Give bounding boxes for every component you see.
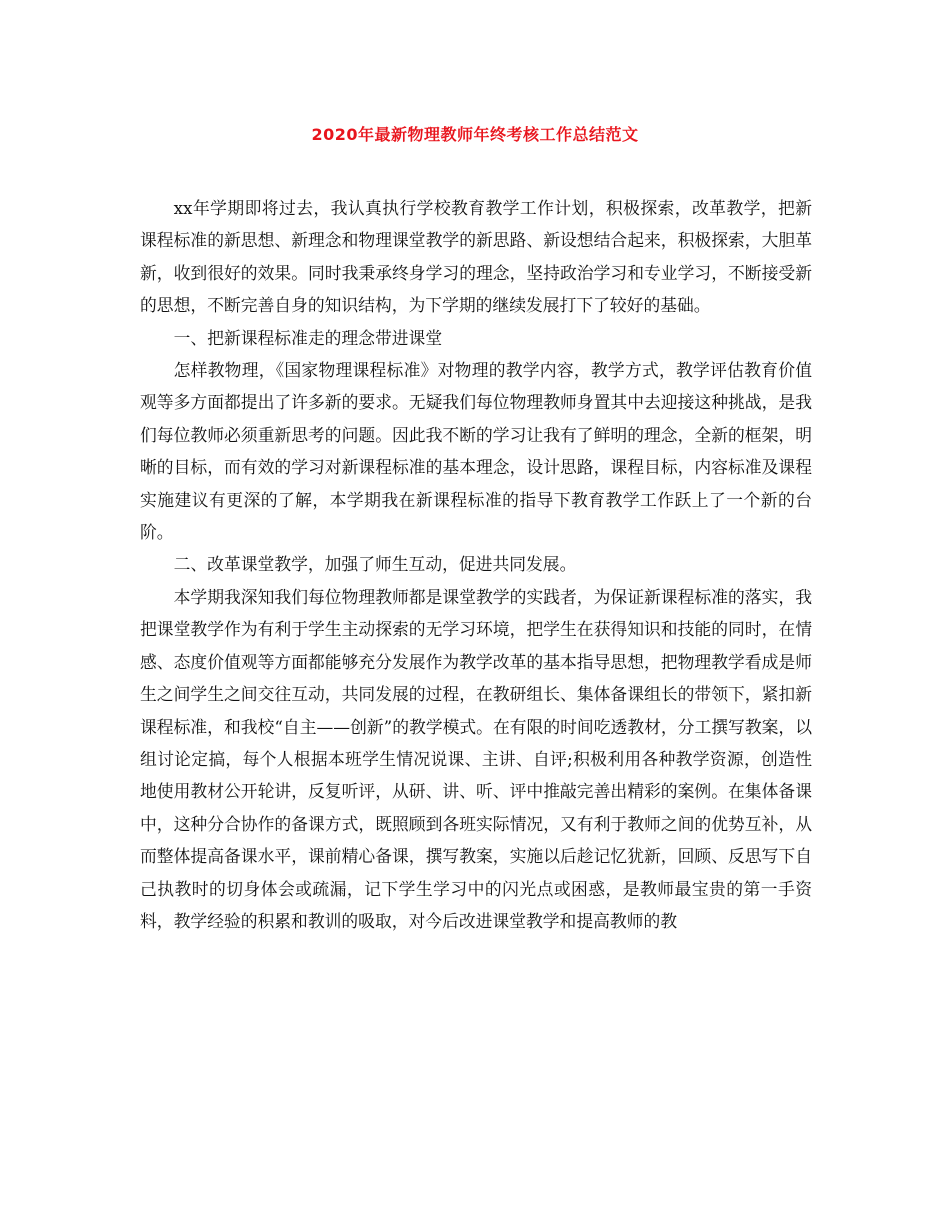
document-title: 2020年最新物理教师年终考核工作总结范文 (311, 125, 639, 144)
paragraph-section-1: 怎样教物理，《国家物理课程标准》对物理的教学内容，教学方式，教学评估教育价值观等多方面都提出了许多新的要求。无疑我们每位物理教师身置其中去迎接这种挑战，是我们每位教师必须重新思考的问题。因此我不断的学习让我有了鲜明的理念，全新的框架，明晰的目标，而有效的学习对新课程标准的基本理念，设计思路，课程目标，内容标准及课程实施建议有更深的了解，本学期我在新课程标准的指导下教育教学工作跃上了一个新的台阶。 (140, 360, 812, 543)
paragraph-intro: xx年学期即将过去，我认真执行学校教育教学工作计划，积极探索，改革教学，把新课程标准的新思想、新理念和物理课堂教学的新思路、新设想结合起来，积极探索，大胆革新，收到很好的效果。同时我秉承终身学习的理念，坚持政治学习和专业学习，不断接受新的思想，不断完善自身的知识结构，为下学期的继续发展打下了较好的基础。 (140, 198, 812, 316)
document-body (140, 192, 812, 937)
paragraph-section-2: 本学期我深知我们每位物理教师都是课堂教学的实践者，为保证新课程标准的落实，我把课堂教学作为有利于学生主动探索的无学习环境，把学生在获得知识和技能的同时，在情感、态度价值观等方面都能够充分发展作为教学改革的基本指导思想，把物理教学看成是师生之间学生之间交往互动，共同发展的过程，在教研组长、集体备课组长的带领下，紧扣新课程标准，和我校“自主——创新”的教学模式。在有限的时间吃透教材，分工撰写教案，以组讨论定搞，每个人根据本班学生情况说课、主讲、自评;积极利用各种教学资源，创造性地使用教材公开轮讲，反复听评，从研、讲、听、评中推敲完善出精彩的案例。在集体备课中，这种分合协作的备课方式，既照顾到各班实际情况，又有利于教师之间的优势互补，从而整体提高备课水平，课前精心备课，撰写教案，实施以后趁记忆犹新，回顾、反思写下自己执教时的切身体会或疏漏，记下学生学习中的闪光点或困惑，是教师最宝贵的第一手资料，教学经验的积累和教训的吸取，对今后改进课堂教学和提高教师的教 (140, 586, 812, 931)
section-heading-2: 二、改革课堂教学，加强了师生互动，促进共同发展。 (173, 554, 577, 575)
section-heading-1: 一、把新课程标准走的理念带进课堂 (173, 327, 443, 348)
